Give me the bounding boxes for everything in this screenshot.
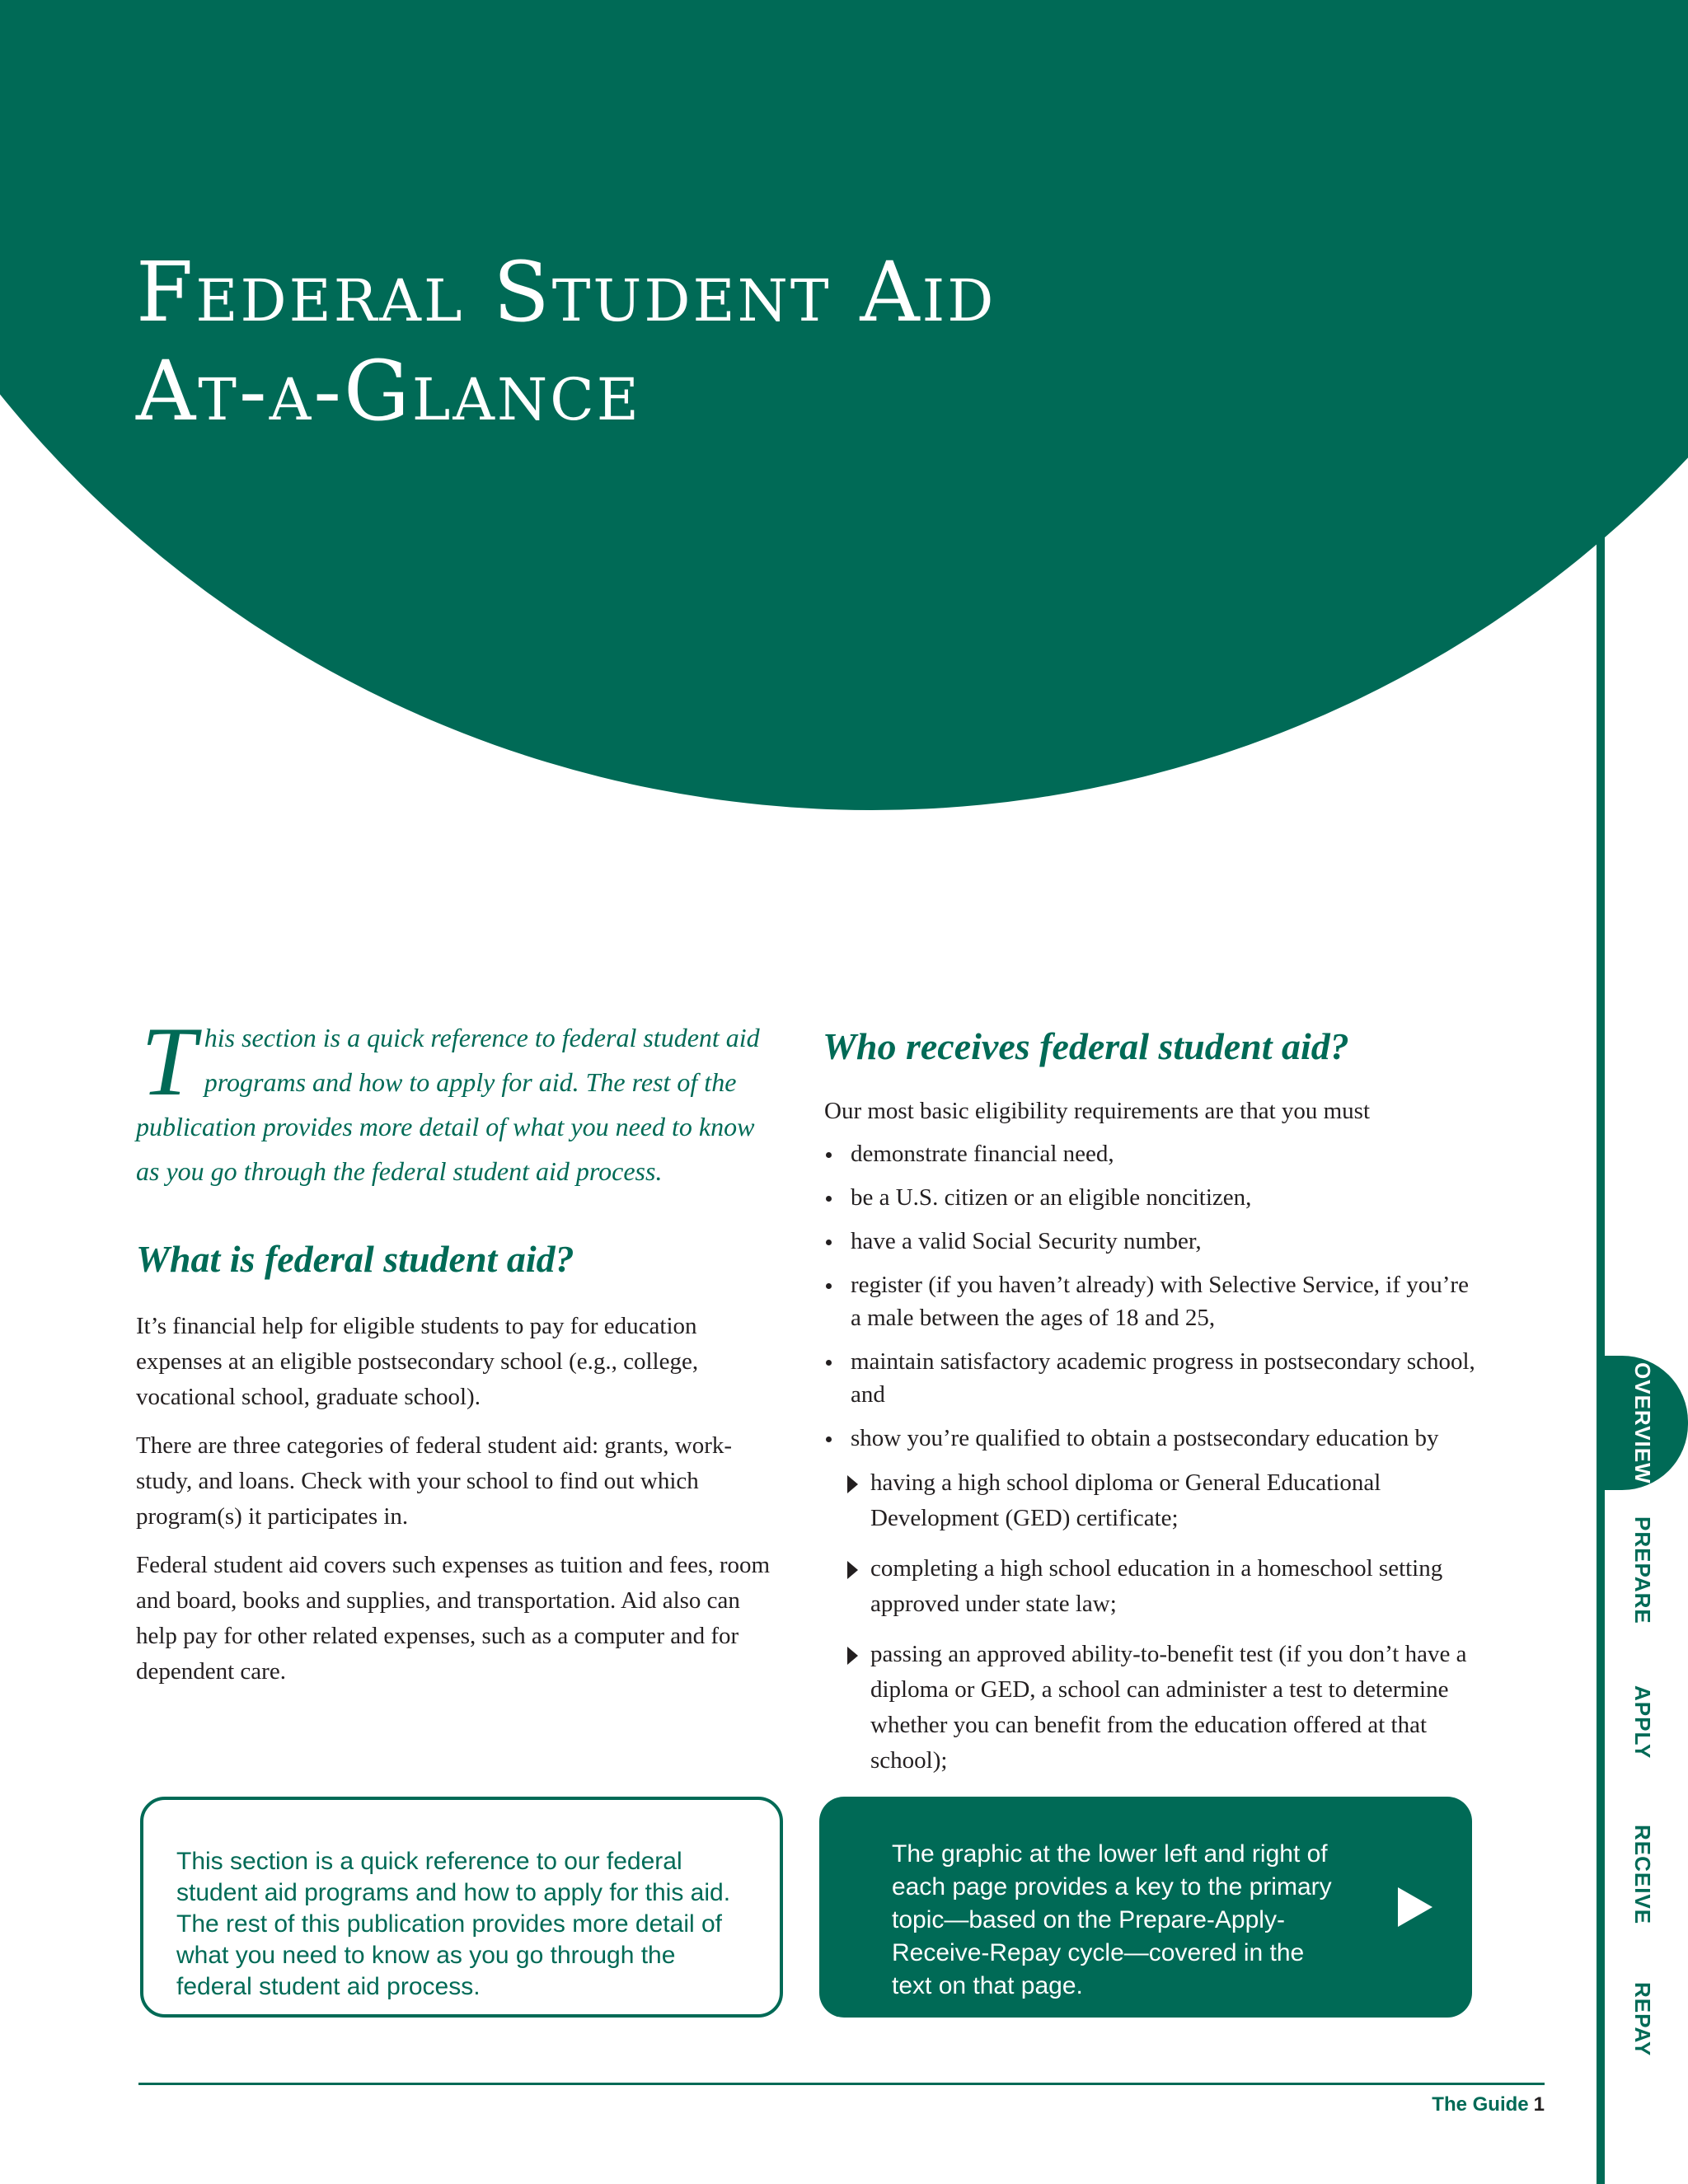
eligibility-list — [824, 1137, 1484, 1779]
list-item: have a valid Social Security number, — [824, 1225, 1484, 1258]
play-arrow-icon — [1398, 1887, 1432, 1927]
tab-prepare[interactable]: PREPARE — [1630, 1516, 1655, 1624]
what-paragraph: Federal student aid covers such expenses as tuition and fees, room and board, books and supplies, and transportation. Aid also can help pay for other related expenses, such as a computer and for dependent care. — [136, 1552, 771, 1685]
sub-list-item: passing an approved ability-to-benefit test (if you don’t have a diploma or GED, a school can administer a test to determine whether you can benefit from the education offered at that school); — [824, 1637, 1484, 1779]
sub-list-item: completing a high school education in a homeschool setting approved under state law; — [824, 1551, 1484, 1622]
who-body — [824, 1094, 1484, 1793]
what-paragraph: There are three categories of federal student aid: grants, work-study, and loans. Check with your school to find out which program(s) it participates in. — [136, 1432, 733, 1530]
what-body — [136, 1309, 771, 1703]
tab-receive[interactable]: RECEIVE — [1630, 1825, 1655, 1925]
list-item: register (if you haven’t already) with Selective Service, if you’re a male between the ages of 18 and 25, — [824, 1268, 1484, 1334]
who-heading: Who receives federal student aid? — [823, 1025, 1349, 1067]
footer-rule — [138, 2083, 1545, 2085]
callout-box-outline: This section is a quick reference to our federal student aid programs and how to apply for this aid. The rest of this publication provides more detail of what you need to know as you go through the federal student aid process. — [140, 1797, 783, 2018]
what-paragraph: It’s financial help for eligible students to pay for education expenses at an eligible postsecondary school (e.g., college, vocational school, graduate school). — [136, 1313, 699, 1410]
page-title: Federal Student Aid At-a-Glance — [136, 244, 996, 439]
list-item: demonstrate financial need, — [824, 1137, 1484, 1170]
what-heading: What is federal student aid? — [136, 1238, 574, 1280]
tab-overview[interactable]: OVERVIEW — [1597, 1356, 1688, 1490]
tab-repay[interactable]: REPAY — [1630, 1981, 1655, 2057]
page-footer: The Guide 1 — [1432, 2093, 1545, 2116]
page-number: 1 — [1533, 2093, 1545, 2116]
tab-apply[interactable]: APPLY — [1630, 1685, 1655, 1760]
list-item: show you’re qualified to obtain a postsecondary education by — [824, 1422, 1484, 1455]
callout-box-filled: The graphic at the lower left and right of each page provides a key to the primary topic—based on the Prepare-Apply-Receive-Repay cycle—covered in the text on that page. — [819, 1797, 1472, 2018]
list-item: be a U.S. citizen or an eligible noncitizen, — [824, 1181, 1484, 1214]
who-lead: Our most basic eligibility requirements are that you must — [824, 1098, 1371, 1124]
list-item: maintain satisfactory academic progress in postsecondary school, and — [824, 1345, 1484, 1411]
intro-paragraph: This section is a quick reference to federal student aid programs and how to apply for aid. The rest of the publication provides more detail of what you need to know as you go through the federal student aid process. — [136, 1006, 760, 1186]
drop-cap: T — [141, 1006, 196, 1116]
sub-list-item: having a high school diploma or General Educational Development (GED) certificate; — [824, 1465, 1484, 1536]
